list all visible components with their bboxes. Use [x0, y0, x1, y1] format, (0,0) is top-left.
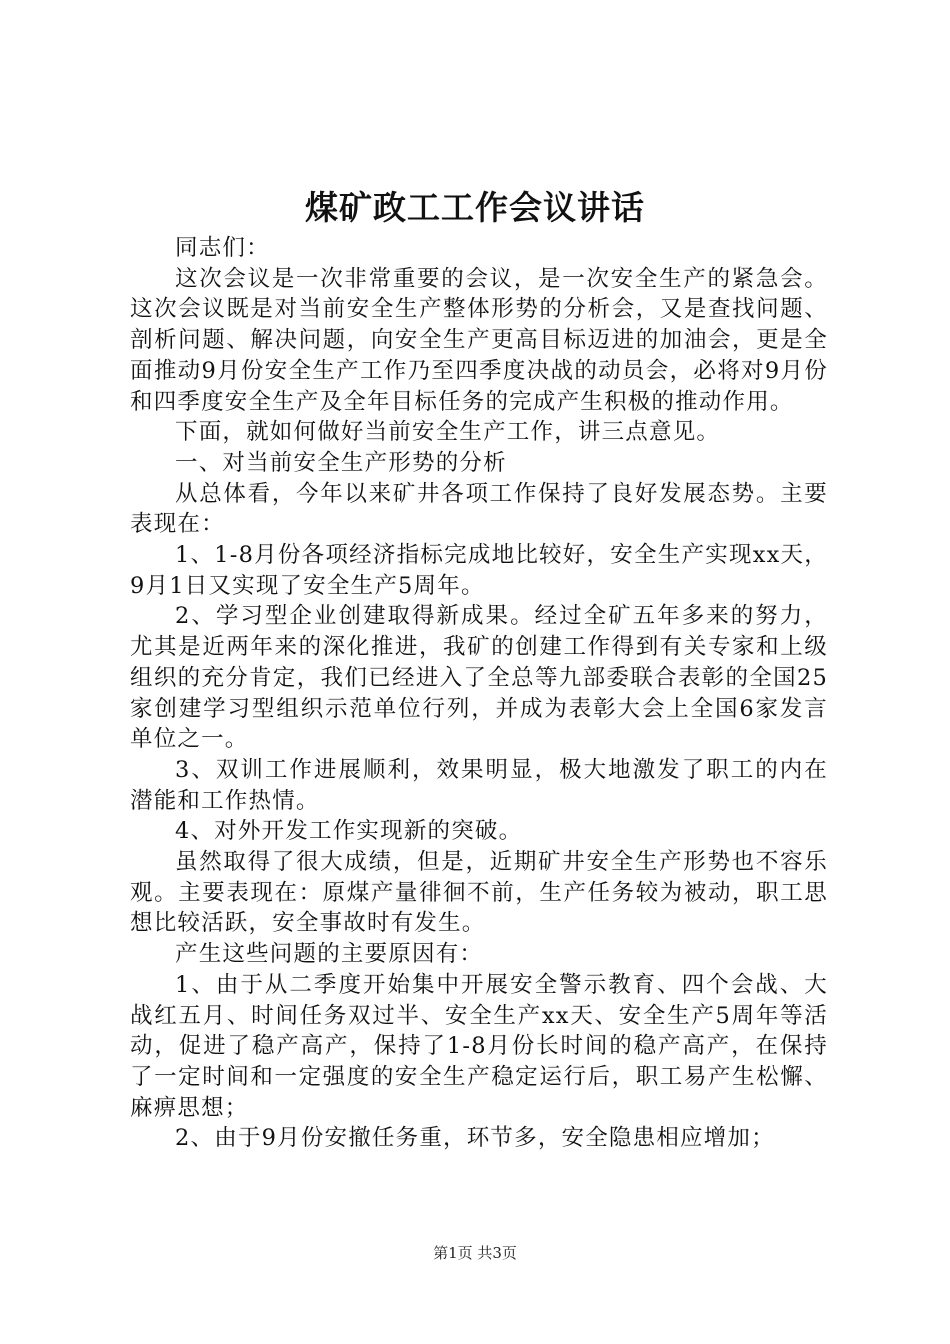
list-item: 4、对外开发工作实现新的突破。	[175, 818, 523, 845]
page-footer	[0, 1241, 950, 1265]
list-item: 2、由于9月份安撤任务重，环节多，安全隐患相应增加；	[175, 1125, 775, 1152]
paragraph: 这次会议是一次非常重要的会议，是一次安全生产的紧急会。这次会议既是对当前安全生产整体形势的分析会，又是查找问题、剖析问题、解决问题，向安全生产更高目标迈进的加油会，更是全面推动9月份安全生产工作乃至四季度决战的动员会，必将对9月份和四季度安全生产及全年目标任务的完成产生积极的推动作用。	[130, 265, 828, 415]
list-item: 2、学习型企业创建取得新成果。经过全矿五年多来的努力，尤其是近两年来的深化推进，我矿的创建工作得到有关专家和上级组织的充分肯定，我们已经进入了全总等九部委联合表彰的全国25家创建学习型组织示范单位行列，并成为表彰大会上全国6家发言单位之一。	[130, 603, 828, 753]
list-item: 3、双训工作进展顺利，效果明显，极大地激发了职工的内在潜能和工作热情。	[130, 756, 828, 814]
paragraph: 从总体看，今年以来矿井各项工作保持了良好发展态势。主要表现在：	[130, 480, 828, 538]
document-title: 煤矿政工工作会议讲话	[305, 188, 645, 227]
section-heading: 一、对当前安全生产形势的分析	[175, 449, 507, 476]
salutation: 同志们：	[175, 235, 270, 261]
paragraph: 虽然取得了很大成绩，但是，近期矿井安全生产形势也不容乐观。主要表现在：原煤产量徘徊不前，生产任务较为被动，职工思想比较活跃，安全事故时有发生。	[130, 849, 828, 937]
list-item: 1、由于从二季度开始集中开展安全警示教育、四个会战、大战红五月、时间任务双过半、安全生产xx天、安全生产5周年等活动，促进了稳产高产，保持了1-8月份长时间的稳产高产，在保持了一定时间和一定强度的安全生产稳定运行后，职工易产生松懈、麻痹思想；	[130, 971, 828, 1121]
paragraph: 产生这些问题的主要原因有：	[175, 941, 484, 968]
page-number: 第1页	[433, 1244, 473, 1262]
list-item: 1、1-8月份各项经济指标完成地比较好，安全生产实现xx天，9月1日又实现了安全生产5周年。	[130, 542, 828, 599]
paragraph: 下面，就如何做好当前安全生产工作，讲三点意见。	[175, 419, 721, 446]
document-body	[130, 233, 828, 1154]
page-total: 共3页	[477, 1244, 517, 1262]
